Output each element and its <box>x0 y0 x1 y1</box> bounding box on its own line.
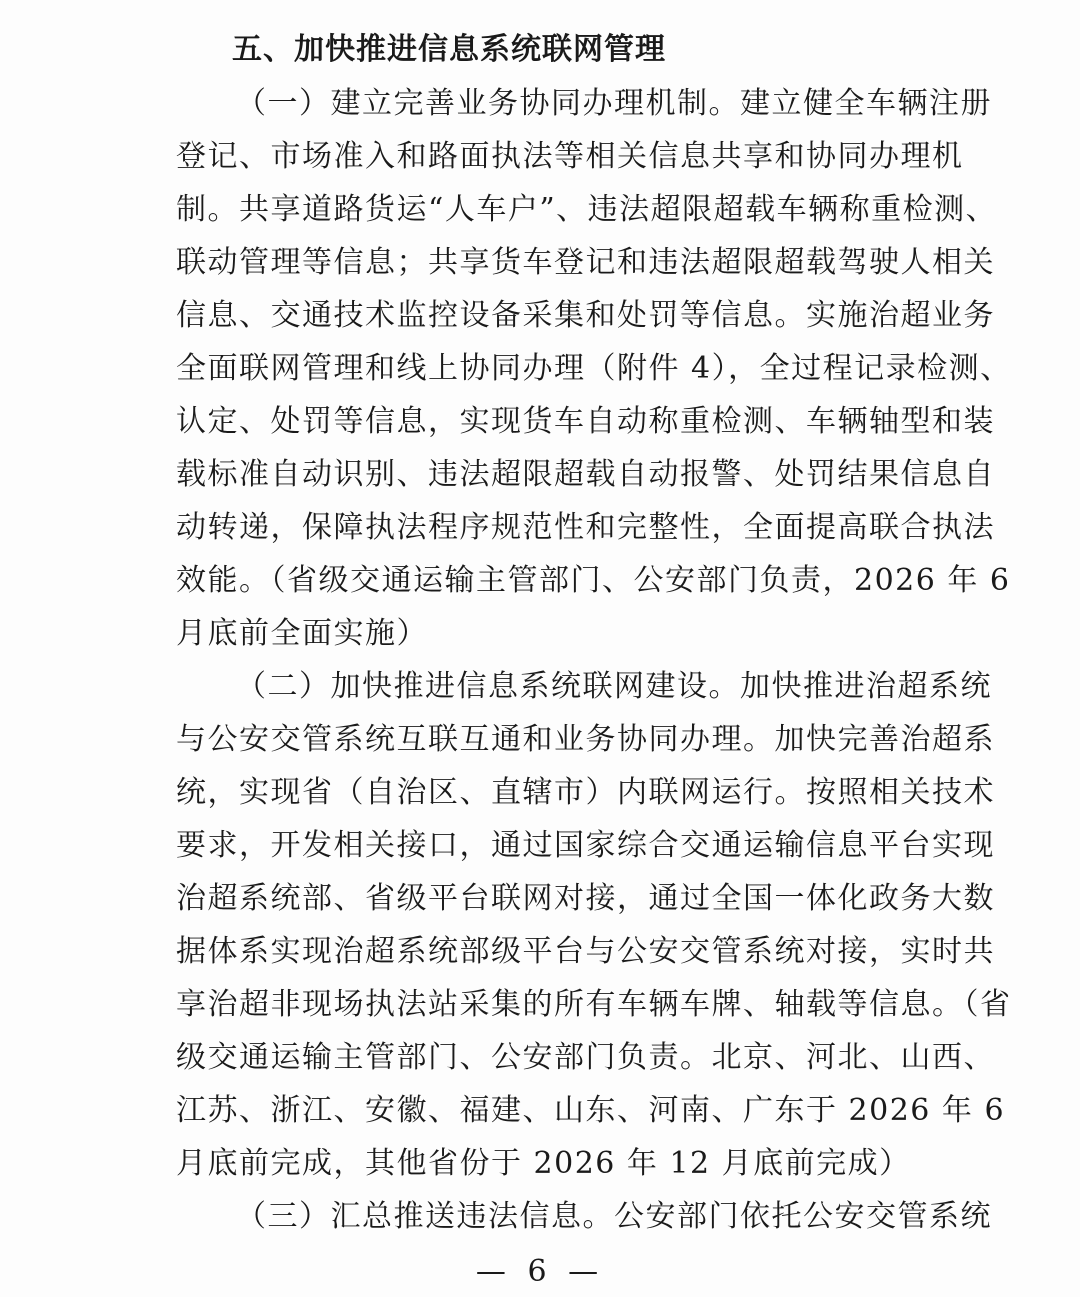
text-line: 信息、交通技术监控设备采集和处罚等信息。实施治超业务 <box>176 298 995 333</box>
text-line: 据体系实现治超系统部级平台与公安交管系统对接，实时共 <box>176 934 995 969</box>
text-line: 月底前全面实施） <box>176 616 428 651</box>
text-line: 治超系统部、省级平台联网对接，通过全国一体化政务大数 <box>176 881 995 916</box>
text-line: 要求，开发相关接口，通过国家综合交通运输信息平台实现 <box>176 828 995 863</box>
text-line: 制。共享道路货运“人车户”、违法超限超载车辆称重检测、 <box>176 192 998 227</box>
text-line: 效能。（省级交通运输主管部门、公安部门负责，2026 年 6 <box>176 563 1011 598</box>
text-line: 统，实现省（自治区、直辖市）内联网运行。按照相关技术 <box>176 775 995 810</box>
text-line: 认定、处罚等信息，实现货车自动称重检测、车辆轴型和装 <box>176 404 995 439</box>
text-line: 登记、市场准入和路面执法等相关信息共享和协同办理机 <box>176 139 964 174</box>
text-line: （二）加快推进信息系统联网建设。加快推进治超系统 <box>236 669 992 704</box>
text-line: 江苏、浙江、安徽、福建、山东、河南、广东于 2026 年 6 <box>176 1093 1006 1128</box>
text-line: 与公安交管系统互联互通和业务协同办理。加快完善治超系 <box>176 722 995 757</box>
text-line: 载标准自动识别、违法超限超载自动报警、处罚结果信息自 <box>176 457 995 492</box>
text-line: 享治超非现场执法站采集的所有车辆车牌、轴载等信息。（省 <box>176 987 1012 1022</box>
text-line: 联动管理等信息；共享货车登记和违法超限超载驾驶人相关 <box>176 245 995 280</box>
text-line: 动转递，保障执法程序规范性和完整性，全面提高联合执法 <box>176 510 995 545</box>
text-line: （一）建立完善业务协同办理机制。建立健全车辆注册 <box>236 86 992 121</box>
text-line: （三）汇总推送违法信息。公安部门依托公安交管系统 <box>236 1199 992 1234</box>
section-heading: 五、加快推进信息系统联网管理 <box>232 32 666 67</box>
text-line: 全面联网管理和线上协同办理（附件 4），全过程记录检测、 <box>176 351 1012 386</box>
text-line: 月底前完成，其他省份于 2026 年 12 月底前完成） <box>176 1146 911 1181</box>
text-line: 级交通运输主管部门、公安部门负责。北京、河北、山西、 <box>176 1040 995 1075</box>
page-number: — 6 — <box>475 1254 605 1289</box>
